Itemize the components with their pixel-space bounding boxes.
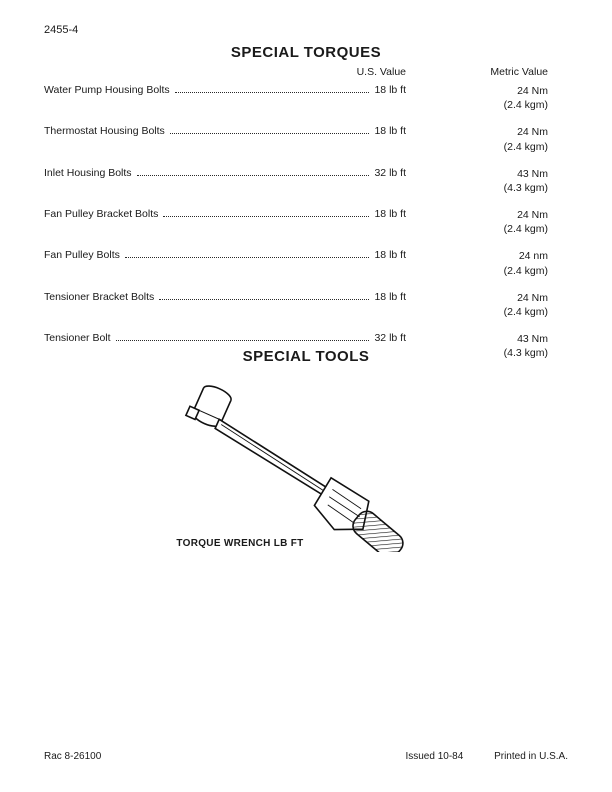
torque-table-header-row [44, 66, 548, 78]
metric-value-kgm: (2.4 kgm) [503, 99, 548, 112]
table-row [44, 291, 548, 319]
metric-value-kgm: (2.4 kgm) [503, 305, 548, 318]
footer-issued-date: Issued 10-84 [405, 751, 464, 762]
metric-value-column-header: Metric Value [490, 66, 548, 78]
tool-caption: TORQUE WRENCH LB FT [176, 538, 304, 549]
metric-value-kgm: (4.3 kgm) [503, 347, 548, 360]
torque-wrench-illustration [175, 382, 445, 552]
us-value: 32 lb ft [374, 166, 406, 179]
dot-leader [159, 299, 369, 300]
metric-value-nm: 24 nm [518, 250, 548, 263]
torque-item-label: Fan Pulley Bolts [44, 249, 120, 262]
page-footer [44, 751, 568, 762]
metric-value-nm: 43 Nm [517, 167, 548, 180]
metric-value-nm: 24 Nm [517, 126, 548, 139]
metric-value-nm: 24 Nm [517, 209, 548, 222]
dot-leader [170, 133, 370, 134]
us-value: 18 lb ft [374, 249, 406, 262]
torque-item-label: Fan Pulley Bracket Bolts [44, 208, 159, 221]
table-row [44, 84, 548, 112]
metric-value-nm: 24 Nm [517, 291, 548, 304]
table-row [44, 125, 548, 153]
torque-item-label: Tensioner Bolt [44, 332, 111, 345]
us-value: 18 lb ft [374, 84, 406, 96]
dot-leader [175, 92, 370, 93]
torque-item-label: Water Pump Housing Bolts [44, 84, 170, 96]
torque-item-label: Tensioner Bracket Bolts [44, 290, 155, 303]
metric-value-nm: 24 Nm [517, 85, 548, 97]
page-number: 2455-4 [44, 24, 79, 36]
us-value: 18 lb ft [374, 208, 406, 221]
footer-printed-in: Printed in U.S.A. [494, 751, 568, 762]
table-row [44, 208, 548, 236]
torque-table [44, 66, 548, 373]
table-row [44, 167, 548, 195]
footer-doc-code: Rac 8-26100 [44, 751, 102, 762]
torque-item-label: Inlet Housing Bolts [44, 166, 132, 179]
metric-value-kgm: (2.4 kgm) [503, 223, 548, 236]
dot-leader [116, 340, 370, 341]
dot-leader [163, 216, 369, 217]
us-value: 18 lb ft [374, 290, 406, 303]
special-tools-heading: SPECIAL TOOLS [242, 348, 370, 365]
metric-value-kgm: (2.4 kgm) [503, 140, 548, 153]
table-row [44, 249, 548, 277]
us-value: 32 lb ft [374, 332, 406, 345]
dot-leader [137, 175, 370, 176]
special-torques-heading: SPECIAL TORQUES [230, 44, 382, 61]
metric-value-kgm: (4.3 kgm) [503, 181, 548, 194]
metric-value-nm: 43 Nm [517, 333, 548, 346]
metric-value-kgm: (2.4 kgm) [503, 264, 548, 277]
us-value: 18 lb ft [374, 125, 406, 138]
us-value-column-header: U.S. Value [356, 66, 406, 78]
torque-item-label: Thermostat Housing Bolts [44, 125, 165, 138]
dot-leader [125, 257, 370, 258]
